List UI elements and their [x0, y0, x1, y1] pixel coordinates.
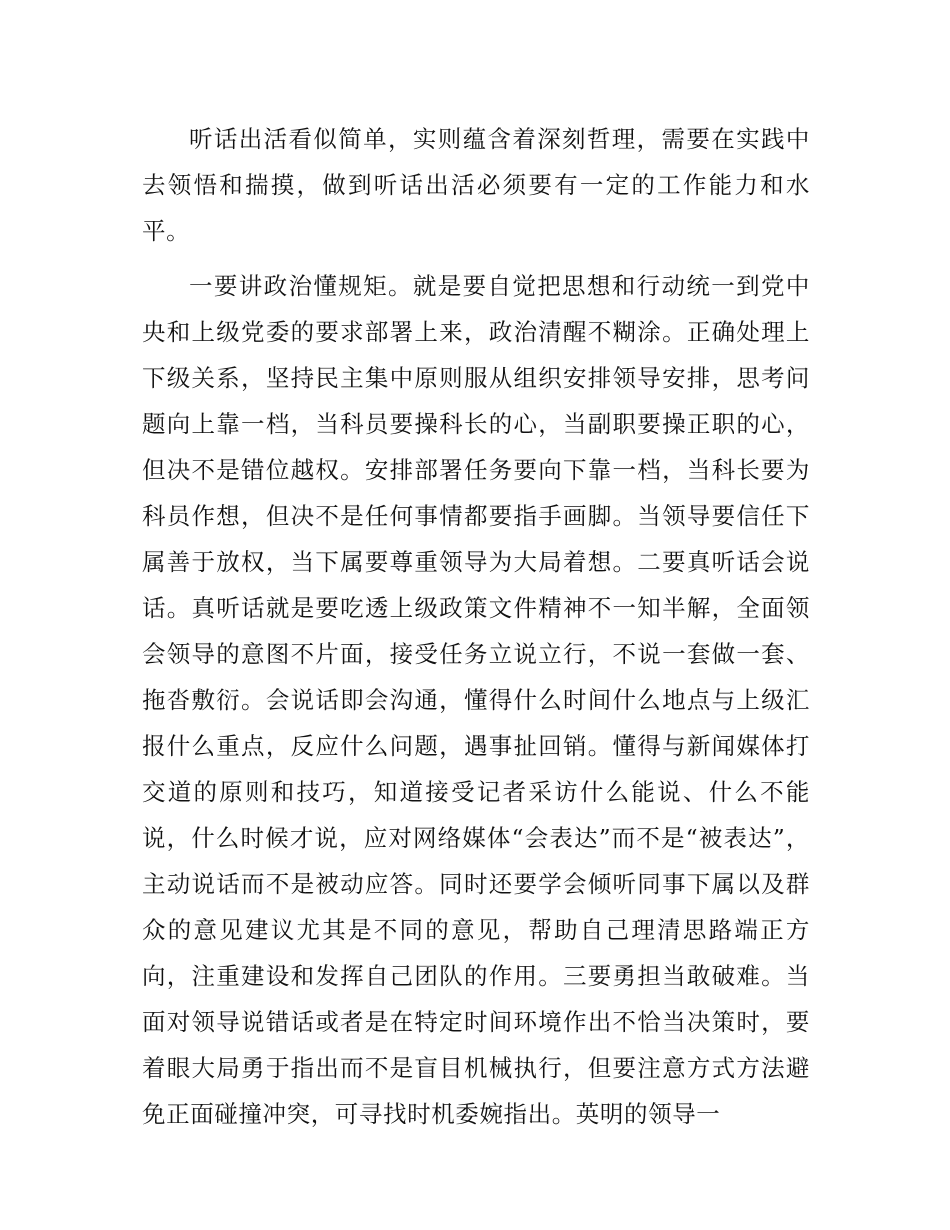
paragraph-main: 一要讲政治懂规矩。就是要自觉把思想和行动统一到党中央和上级党委的要求部署上来，政治清醒不糊涂。正确处理上下级关系，坚持民主集中原则服从组织安排领导安排，思考问题向上靠一档，当科员要操科长的心，当副职要操正职的心，但决不是错位越权。安排部署任务要向下靠一档，当科长要为科员作想，但决不是任何事情都要指手画脚。当领导要信任下属善于放权，当下属要尊重领导为大局着想。二要真听话会说话。真听话就是要吃透上级政策文件精神不一知半解，全面领会领导的意图不片面，接受任务立说立行，不说一套做一套、拖沓敷衍。会说话即会沟通，懂得什么时间什么地点与上级汇报什么重点，反应什么问题，遇事扯回销。懂得与新闻媒体打交道的原则和技巧，知道接受记者采访什么能说、什么不能说，什么时候才说，应对网络媒体“会表达”而不是“被表达”，主动说话而不是被动应答。同时还要学会倾听同事下属以及群众的意见建议尤其是不同的意见，帮助自己理清思路端正方向，注重建设和发挥自己团队的作用。三要勇担当敢破难。当面对领导说错话或者是在特定时间环境作出不恰当决策时，要着眼大局勇于指出而不是盲目机械执行，但要注意方式方法避免正面碰撞冲突，可寻找时机委婉指出。英明的领导一: [142, 272, 810, 1128]
document-body: [142, 116, 810, 1137]
paragraph-intro: 听话出活看似简单，实则蕴含着深刻哲理，需要在实践中去领悟和揣摸，做到听话出活必须要有一定的工作能力和水平。: [142, 125, 810, 245]
